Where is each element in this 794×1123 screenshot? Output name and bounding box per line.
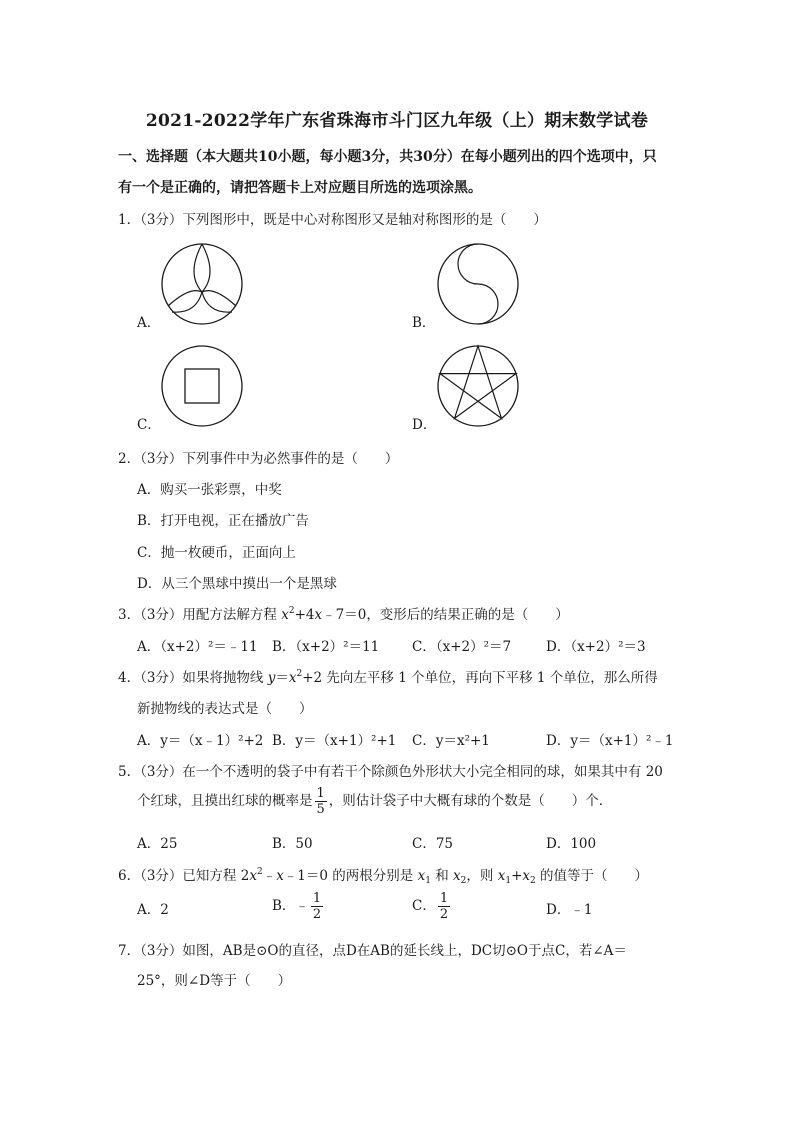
fraction-one-half: $\frac{1}{2}$: [439, 891, 449, 922]
q6-option-b: B．﹣ $\frac{1}{2}$: [272, 891, 322, 922]
q5-option-b: B．50: [272, 836, 313, 852]
q3-option-a: A．（x+2）²＝﹣11: [137, 639, 258, 655]
question-3-stem: 3．（3分）用配方法解方程 $x^2+4x﹣7=0$，变形后的结果正确的是（ ）: [118, 606, 569, 623]
q3-option-d: D．（x+2）²＝3: [546, 639, 646, 655]
question-4-stem: 4．（3分）如果将抛物线 $y=x^2+2$ 先向左平移 1 个单位，再向下平移 1 个单位，那么所得: [118, 669, 658, 686]
q2-option-b: B．打开电视，正在播放广告: [137, 513, 309, 529]
q1-option-a-label: A．: [137, 315, 161, 331]
question-7-stem: 7．（3分）如图，AB是⊙O的直径，点D在AB的延长线上，DC切⊙O于点C，若∠A＝: [118, 943, 627, 959]
fraction-one-half: $\frac{1}{2}$: [312, 891, 322, 922]
question-2-stem: 2．（3分）下列事件中为必然事件的是（ ）: [118, 451, 399, 467]
question-4-stem-cont: 新抛物线的表达式是（ ）: [137, 701, 313, 717]
q2-option-c: C．抛一枚硬币，正面向上: [137, 545, 296, 561]
q4-option-b: B．y＝（x+1）²+1: [272, 733, 397, 749]
q6-option-d: D．﹣1: [546, 902, 593, 918]
question-5-stem: 5．（3分）在一个不透明的袋子中有若干个除颜色外形状大小完全相同的球，如果其中有 20: [118, 764, 663, 780]
q1-option-c-label: C．: [137, 417, 161, 433]
q4-option-a: A．y＝（x﹣1）²+2: [137, 733, 264, 749]
section-line-2: 有一个是正确的，请把答题卡上对应题目所选的选项涂黑。: [118, 180, 482, 196]
question-7-stem-cont: 25°，则∠D等于（ ）: [137, 973, 292, 989]
q5-option-a: A．25: [137, 836, 178, 852]
exam-title: 2021-2022学年广东省珠海市斗门区九年级（上）期末数学试卷: [145, 111, 649, 131]
q1-option-d-label: D．: [412, 417, 437, 433]
question-6-stem: 6．（3分）已知方程 $2x^2﹣x﹣1=0$ 的两根分别是 $x_1$ 和 $x_2$，则 $x_1+x_2$ 的值等于（ ）: [118, 867, 649, 886]
q3-option-b: B．（x+2）²＝11: [272, 639, 380, 655]
question-1-stem: 1．（3分）下列图形中，既是中心对称图形又是轴对称图形的是（ ）: [118, 212, 547, 228]
q5-option-d: D．100: [546, 836, 597, 852]
q2-option-d: D．从三个黑球中摸出一个是黑球: [137, 576, 337, 592]
q2-option-a: A．购买一张彩票，中奖: [137, 482, 282, 498]
q3-option-c: C．（x+2）²＝7: [412, 639, 512, 655]
q6-option-c: C． $\frac{1}{2}$: [412, 891, 449, 922]
question-5-stem-cont: 个红球，且摸出红球的概率是 $\frac{1}{5}$ ，则估计袋子中大概有球的个数是（ ）个．: [137, 786, 613, 817]
q4-option-c: C．y＝x²+1: [412, 733, 490, 749]
three-arcs-circle-icon: [160, 242, 244, 326]
pentagram-in-circle-icon: [436, 344, 520, 428]
section-heading: [118, 142, 678, 204]
q1-option-b-label: B．: [412, 315, 436, 331]
yin-yang-circle-icon: [436, 242, 520, 326]
section-line-1: 一、选择题（本大题共10小题，每小题3分，共30分）在每小题列出的四个选项中，只: [118, 149, 657, 165]
q4-option-d: D．y＝（x+1）²﹣1: [546, 733, 674, 749]
q6-option-a: A．2: [137, 902, 169, 918]
q5-option-c: C．75: [412, 836, 454, 852]
fraction-one-fifth: $\frac{1}{5}$: [316, 786, 325, 817]
square-in-circle-icon: [160, 344, 244, 428]
